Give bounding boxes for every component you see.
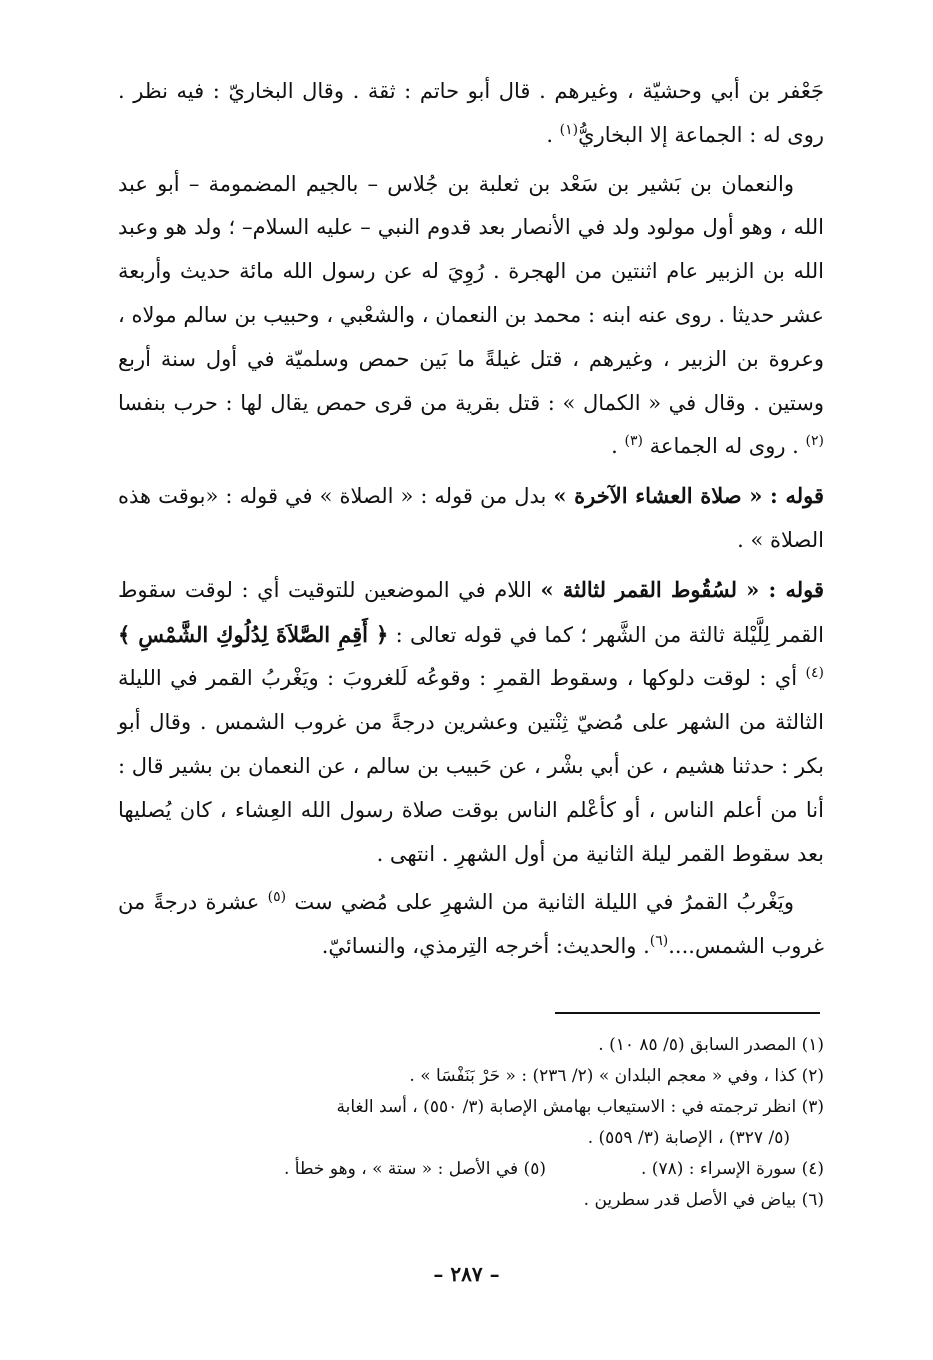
paragraph-2-mid: . روى له الجماعة [642, 434, 806, 459]
footnote-6: (٦) بياض في الأصل قدر سطرين . [583, 1190, 824, 1210]
note-ref-6: (٦) [649, 933, 669, 950]
note-ref-3: (٣) [624, 433, 643, 450]
paragraph-3-lead: قوله : « صلاة العشاء الآخرة » [553, 483, 825, 509]
paragraph-4-tail: أي : لوقت دلوكها ، وسقوط القمرِ : وقوعُه لَلغروبَ : ويَغْربُ القمر في الليلة الثالثة من الشهر على مُضيّ ثِنْتين وعشرين درجةً من غروب الشمس . وقال أبو بكر : حدثنا هشيم ، عن أبي بشْر ، عن حَبيب بن سالم ، عن النعمان بن بشير قال : أنا من أعلم الناس ، أو كأعْلم الناس بوقت صلاة رسول الله العِشاء ، كان يُصليها بعد سقوط القمر ليلة الثانية من أول الشهرِ . انتهى . [118, 666, 824, 866]
paragraph-5-text: ويَغْربُ القمرُ في الليلة الثانية من الشهرِ على مُضي ست [294, 890, 794, 915]
footnote-1: (١) المصدر السابق (٥/ ٨٥ ١٠) . [598, 1035, 824, 1055]
note-ref-5: (٥) [267, 889, 287, 906]
footnote-5: (٥) في الأصل : « ستة » ، وهو خطأ . [284, 1159, 546, 1179]
note-ref-4: (٤) [805, 665, 824, 682]
footnote-divider [555, 1012, 820, 1014]
note-ref-2: (٢) [805, 433, 824, 450]
footnote-3: (٣) انظر ترجمته في : الاستيعاب بهامش الإصابة (٣/ ٥٥٠) ، أسد الغابة [336, 1097, 824, 1117]
paragraph-1 [118, 70, 824, 158]
paragraph-3-text: بدل من قوله : « الصلاة » في قوله : «بوقت هذه الصلاة » . [118, 484, 824, 552]
paragraph-4 [118, 568, 824, 877]
footnote-row-4-5 [118, 1154, 824, 1185]
footnote-2: (٢) كذا ، وفي « معجم البلدان » (٢/ ٢٣٦) : « حَرْ بَنَفْسَا » . [409, 1066, 824, 1086]
footnote-3-continued: (٥/ ٣٢٧) ، الإصابة (٣/ ٥٥٩) . [587, 1128, 790, 1148]
main-text [118, 70, 824, 974]
paragraph-2 [118, 163, 824, 470]
note-ref-1: (١) [559, 121, 579, 138]
paragraph-2-tail: . [611, 434, 625, 459]
paragraph-2-text: والنعمان بن بَشير بن سَعْد بن ثعلبة بن جُلاس – بالجيم المضمومة – أبو عبد الله ، وهو أول مولود ولد في الأنصار بعد قدوم النبي – عليه السلام– ؛ ولد هو وعبد الله بن الزبير عام اثنتين من الهجرة . رُوِيَ له عن رسول الله مائة حديث وأربعة عشر حديثا . روى عنه ابنه : محمد بن النعمان ، والشعْبي ، وحبيب بن سالم مولاه ، وعروة بن الزبير ، وغيرهم ، قتل غيلةً ما بَين حمص وسلميّة في أول سنة أربع وستين . وقال في « الكمال » : قتل بقرية من قرى حمص يقال لها : حرب بنفسا [118, 171, 824, 415]
paragraph-5-tail: . والحديث: أخرجه التِرمذي، والنسائيّ. [321, 934, 650, 959]
paragraph-5-mid: عشرة درجةً من غروب الشمس.... [118, 890, 824, 959]
quran-verse: ﴿ أَقِمِ الصَّلاَةَ لِدُلُوكِ الشَّمْسِ ﴾ [118, 621, 389, 647]
footnote-4: (٤) سورة الإسراء : (٧٨) . [640, 1159, 824, 1179]
page-number: – ٢٨٧ – [433, 1262, 500, 1286]
paragraph-5 [118, 881, 824, 969]
paragraph-4-lead: قوله : « لسُقُوط القمر لثالثة » [540, 576, 824, 602]
paragraph-4-text: اللام في الموضعين للتوقيت أي : لوقت سقوط القمر لِلَّيْلة ثالثة من الشَّهر ؛ كما في قوله تعالى : [118, 577, 824, 647]
paragraph-1-text: جَعْفر بن أبي وحشيّة ، وغيرهم . قال أبو حاتم : ثقة . وقال البخاريّ : فيه نظر . روى له : الجماعة إلا البخاريُّ [118, 79, 824, 147]
paragraph-3 [118, 474, 824, 563]
paragraph-1-tail: . [546, 122, 560, 147]
footnotes [118, 1030, 824, 1216]
